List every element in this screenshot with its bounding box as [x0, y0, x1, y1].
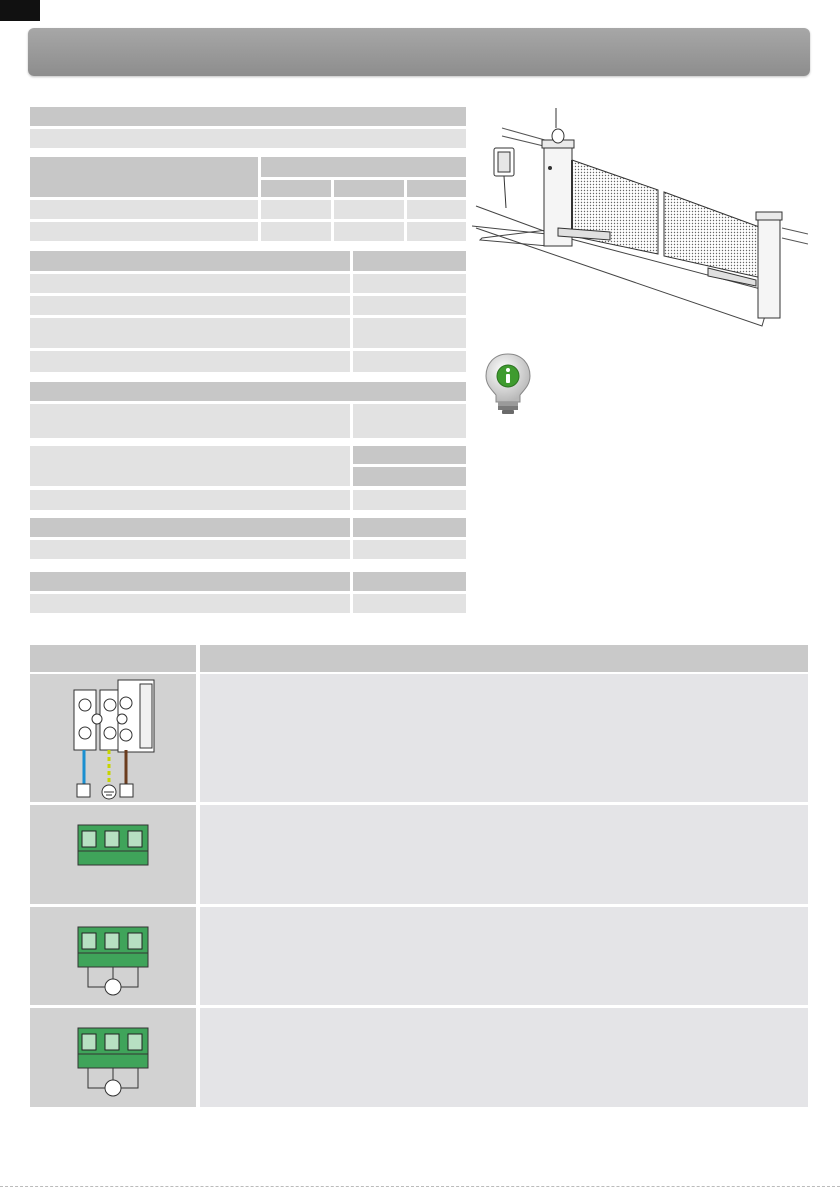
- connections-row-3-desc: [200, 907, 808, 1005]
- param-4-value: [353, 318, 466, 348]
- model-table-left-header: [30, 157, 258, 197]
- info-lightbulb-icon: [484, 352, 532, 416]
- cell: [353, 406, 365, 422]
- mains-terminal-block-icon: [30, 674, 196, 802]
- cell: [353, 492, 365, 508]
- cell: [407, 224, 419, 240]
- section-2-title-bar: [30, 382, 466, 401]
- param-5-value: [353, 351, 466, 372]
- cell: [353, 469, 365, 485]
- model-row-1-c3: [407, 200, 466, 219]
- model-left-header-label: [30, 159, 42, 175]
- param-3-label: [30, 296, 350, 315]
- model-row-1-c1: [261, 200, 331, 219]
- cell: [353, 320, 365, 336]
- gate-diagram: [472, 108, 808, 344]
- cell: [353, 298, 365, 314]
- cell: [30, 253, 42, 269]
- model-row-1-c2: [334, 200, 404, 219]
- model-col-1-label: [261, 182, 273, 198]
- model-col-2: [334, 180, 404, 197]
- param-1-value: [353, 251, 466, 271]
- sliding-gate-illustration: [472, 108, 808, 344]
- param-5-label: [30, 351, 350, 372]
- cell: [30, 320, 42, 336]
- param-2-label: [30, 274, 350, 293]
- cell: [353, 448, 365, 464]
- cell: [353, 353, 365, 369]
- cell: [261, 224, 273, 240]
- row-4-description: [200, 1010, 212, 1026]
- model-row-2-c3: [407, 222, 466, 241]
- param2-7-value: [353, 594, 466, 613]
- section-header-bar: [28, 28, 810, 76]
- row-2-description: [200, 807, 212, 823]
- cell: [353, 276, 365, 292]
- cell: [30, 353, 42, 369]
- footer-rule: [0, 1186, 840, 1187]
- header-left-label: [30, 647, 42, 663]
- cell: [30, 202, 42, 218]
- header-right-label: [200, 647, 212, 663]
- connections-row-4-desc: [200, 1008, 808, 1107]
- cell: [353, 542, 365, 558]
- cell: [407, 202, 419, 218]
- param2-3-label: [30, 490, 350, 510]
- cell: [261, 202, 273, 218]
- param-3-value: [353, 296, 466, 315]
- model-col-1: [261, 180, 331, 197]
- model-table-top-header: [261, 157, 466, 177]
- param-1-label: [30, 251, 350, 271]
- param2-1-value: [353, 404, 466, 438]
- model-col-2-label: [334, 182, 346, 198]
- param-2-value: [353, 274, 466, 293]
- row-3-description: [200, 909, 212, 925]
- page-corner-tab: [0, 0, 40, 21]
- connections-row-1-desc: [200, 674, 808, 802]
- cell: [30, 596, 42, 612]
- section-title: [28, 28, 810, 52]
- spec-title: [30, 109, 42, 125]
- connections-row-4-icon-cell: [30, 1008, 196, 1107]
- row-1-description: [200, 676, 212, 692]
- connections-row-1-icon-cell: [30, 674, 196, 802]
- model-row-1-label: [30, 200, 258, 219]
- cell: [30, 298, 42, 314]
- param-4-label: [30, 318, 350, 348]
- param2-2-value: [353, 446, 466, 464]
- cell: [353, 596, 365, 612]
- connections-header-left: [30, 645, 196, 672]
- cell: [334, 202, 346, 218]
- spec-subtitle: [30, 131, 42, 147]
- param2-2-value-2: [353, 467, 466, 486]
- three-way-terminal-loop-icon: [30, 1008, 196, 1107]
- param2-2-label: [30, 446, 350, 486]
- model-row-2-c1: [261, 222, 331, 241]
- param2-4-label: [30, 518, 350, 537]
- model-col-3-label: [407, 182, 419, 198]
- connections-header-right: [200, 645, 808, 672]
- connections-row-2-icon-cell: [30, 805, 196, 904]
- spec-title-bar: [30, 107, 466, 126]
- cell: [30, 406, 42, 422]
- info-tip: [484, 352, 532, 416]
- model-row-2-c2: [334, 222, 404, 241]
- param2-5-value: [353, 540, 466, 559]
- cell: [353, 253, 365, 269]
- cell: [30, 224, 42, 240]
- param2-6-label: [30, 572, 350, 591]
- connections-row-3-icon-cell: [30, 907, 196, 1005]
- param2-5-label: [30, 540, 350, 559]
- cell: [30, 492, 42, 508]
- cell: [353, 574, 365, 590]
- cell: [30, 542, 42, 558]
- cell: [30, 520, 42, 536]
- model-col-3: [407, 180, 466, 197]
- cell: [353, 520, 365, 536]
- connections-row-2-desc: [200, 805, 808, 904]
- param2-4-value: [353, 518, 466, 537]
- param2-1-label: [30, 404, 350, 438]
- three-way-terminal-icon: [30, 805, 196, 904]
- cell: [30, 574, 42, 590]
- cell: [30, 448, 42, 464]
- cell: [334, 224, 346, 240]
- param2-6-value: [353, 572, 466, 591]
- cell: [30, 276, 42, 292]
- section-2-title: [30, 384, 42, 400]
- model-row-2-label: [30, 222, 258, 241]
- spec-subtitle-bar: [30, 129, 466, 148]
- param2-3-value: [353, 490, 466, 510]
- three-way-terminal-loop-icon: [30, 907, 196, 1005]
- param2-7-label: [30, 594, 350, 613]
